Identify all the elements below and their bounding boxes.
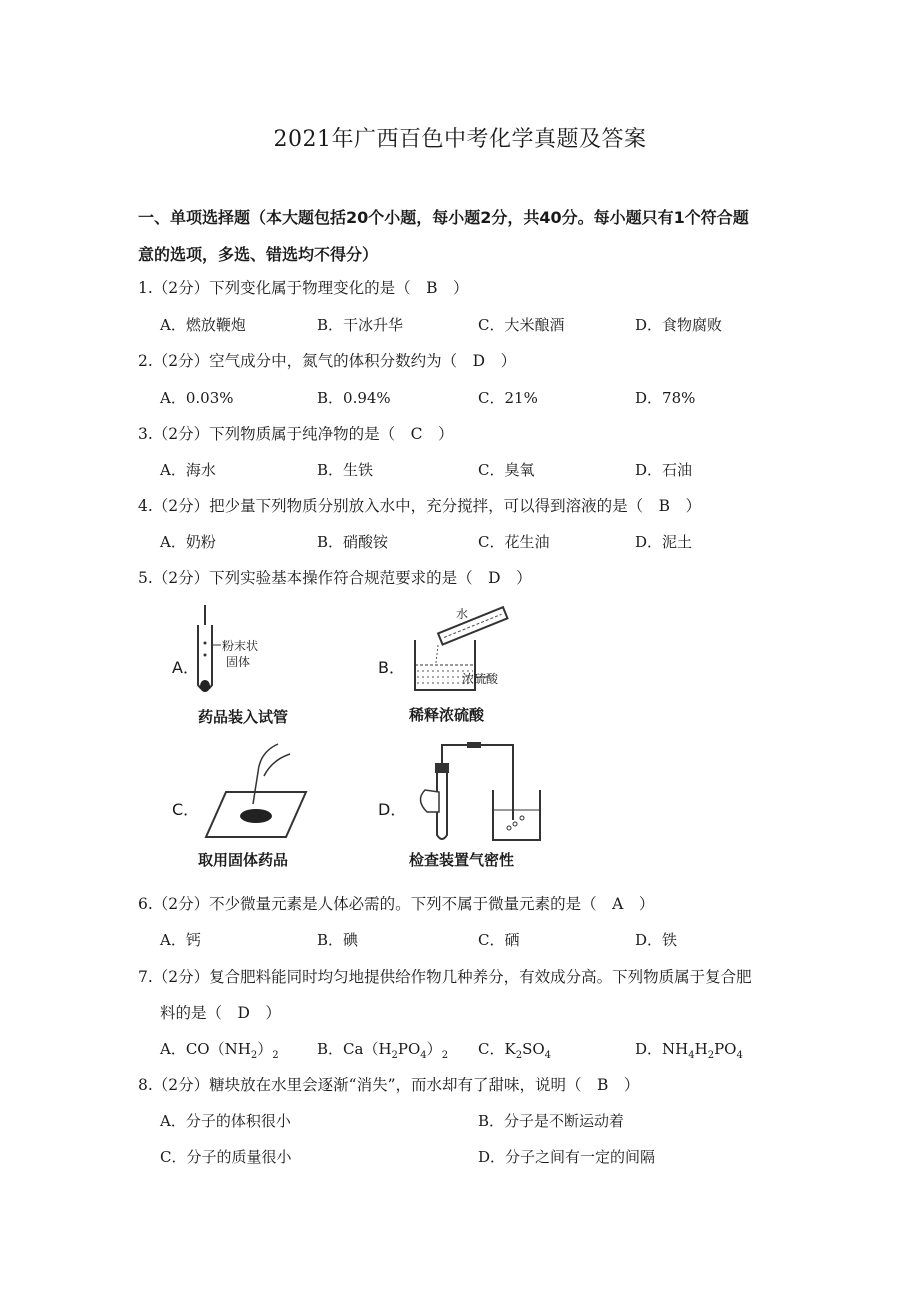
question-7-option-d: D．$NH_4H_2PO_4$ — [635, 1040, 743, 1061]
question-8-option-a: A．分子的体积很小 — [160, 1112, 291, 1130]
question-4-option-b: B．硝酸铵 — [317, 533, 389, 551]
question-6-option-a: A．钙 — [160, 931, 201, 949]
figure-c-label: C． — [172, 800, 200, 819]
figure-b-acid-label: 浓硫酸 — [462, 672, 499, 686]
question-1-stem: 1.（2分）下列变化属于物理变化的是（ B ） — [138, 279, 469, 297]
question-8-option-c: C．分子的质量很小 — [160, 1148, 292, 1166]
question-1-option-a: A．燃放鞭炮 — [160, 316, 246, 334]
question-2-stem: 2.（2分）空气成分中，氮气的体积分数约为（ D ） — [138, 352, 517, 370]
question-2-option-c: C．21% — [478, 389, 538, 407]
figure-d-apparatus — [405, 740, 555, 850]
question-8-option-d: D．分子之间有一定的间隔 — [478, 1148, 656, 1166]
question-3-option-c: C．臭氧 — [478, 461, 535, 479]
question-3-option-b: B．生铁 — [317, 461, 374, 479]
question-1-option-c: C．大米酿酒 — [478, 316, 565, 334]
question-7-stem-continued: 料的是（ D ） — [160, 1004, 281, 1022]
figure-c-caption: 取用固体药品 — [198, 851, 289, 869]
figure-b-caption: 稀释浓硫酸 — [409, 706, 485, 724]
figure-d-label: D． — [378, 800, 407, 819]
question-5-stem: 5.（2分）下列实验基本操作符合规范要求的是（ D ） — [138, 569, 532, 587]
figure-b-water-label: 水 — [456, 607, 469, 621]
figure-d-caption: 检查装置气密性 — [409, 851, 515, 869]
question-7-option-a: A．$CO(NH_2)_2$ — [160, 1040, 279, 1061]
section-heading-line1: 一、单项选择题（本大题包括20个小题，每小题2分，共40分。每小题只有1个符合题 — [138, 208, 749, 227]
question-4-option-c: C．花生油 — [478, 533, 550, 551]
question-1-option-b: B．干冰升华 — [317, 316, 404, 334]
question-4-stem: 4.（2分）把少量下列物质分别放入水中，充分搅拌，可以得到溶液的是（ B ） — [138, 497, 702, 515]
question-6-option-b: B．碘 — [317, 931, 359, 949]
figure-c-paper — [198, 742, 318, 842]
question-3-option-d: D．石油 — [635, 461, 693, 479]
figure-b-label: B． — [378, 658, 405, 677]
question-1-option-d: D．食物腐败 — [635, 316, 723, 334]
question-8-option-b: B．分子是不断运动着 — [478, 1112, 625, 1130]
page-title: 2021年广西百色中考化学真题及答案 — [273, 127, 647, 152]
question-4-option-a: A．奶粉 — [160, 533, 216, 551]
question-2-option-b: B．0.94% — [317, 389, 391, 407]
question-3-option-a: A．海水 — [160, 461, 216, 479]
question-7-stem: 7.（2分）复合肥料能同时均匀地提供给作物几种养分，有效成分高。下列物质属于复合肥 — [138, 968, 752, 986]
question-2-option-a: A．0.03% — [160, 389, 234, 407]
question-6-stem: 6.（2分）不少微量元素是人体必需的。下列不属于微量元素的是（ A ） — [138, 895, 655, 913]
question-6-option-d: D．铁 — [635, 931, 678, 949]
question-7-option-c: C．$K_2SO_4$ — [478, 1040, 552, 1061]
figure-a-note-1: 粉末状 — [222, 639, 259, 653]
figure-a-caption: 药品装入试管 — [198, 708, 289, 726]
question-4-option-d: D．泥土 — [635, 533, 693, 551]
figure-a-note-2: 固体 — [226, 655, 251, 669]
figure-a-label: A． — [172, 658, 199, 677]
question-7-option-b: B．$Ca(H_2PO_4)_2$ — [317, 1040, 449, 1061]
question-3-stem: 3.（2分）下列物质属于纯净物的是（ C ） — [138, 425, 454, 443]
section-heading-line2: 意的选项，多选、错选均不得分） — [138, 245, 379, 264]
question-8-stem: 8.（2分）糖块放在水里会逐渐“消失”，而水却有了甜味，说明（ B ） — [138, 1076, 640, 1094]
question-6-option-c: C．硒 — [478, 931, 520, 949]
question-2-option-d: D．78% — [635, 389, 696, 407]
